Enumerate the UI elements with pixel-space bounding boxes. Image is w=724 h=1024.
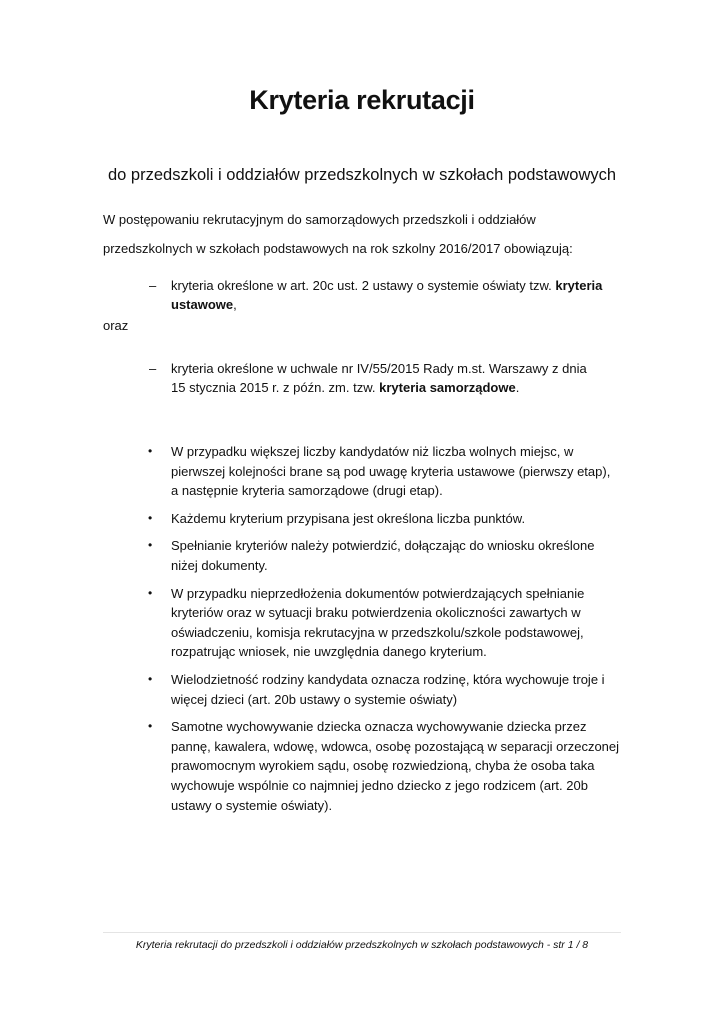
bullet-text: Samotne wychowywanie dziecka oznacza wychowywanie dziecka przez pannę, kawalera, wdowę, wdowca, osobę pozostającą w separacji orzeczonej prawomocnym wyrokiem sądu, osobę rozwiedzioną, chyba że osoba taka wychowuje wspólnie co najmniej jedno dziecko z jego rodzicem (art. 20b ustawy o systemie oświaty).	[171, 719, 620, 813]
bullet-item	[148, 509, 621, 529]
connector-text: oraz	[103, 318, 129, 333]
intro-paragraph	[103, 205, 623, 263]
document-title: Kryteria rekrutacji	[249, 85, 475, 115]
bullet-item	[148, 670, 621, 709]
bullet-item	[148, 584, 621, 662]
document-subtitle: do przedszkoli i oddziałów przedszkolnych w szkołach podstawowych	[108, 166, 617, 184]
bullet-item	[148, 717, 621, 815]
bullet-marker: •	[148, 444, 153, 458]
intro-line-1: W postępowaniu rekrutacyjnym do samorządowych przedszkoli i oddziałów	[103, 212, 536, 227]
bullet-marker: •	[148, 719, 153, 734]
bullet-marker: •	[148, 510, 153, 525]
dash-marker: –	[149, 361, 157, 376]
bullet-text: W przypadku większej liczby kandydatów niż liczba wolnych miejsc, w pierwszej kolejności brane są pod uwagę kryteria ustawowe (pierwszy etap), a następnie kryteria samorządowe (drugi etap).	[171, 444, 611, 499]
dash-item-text: 15 stycznia 2015 r. z późn. zm. tzw.	[171, 380, 380, 395]
dash-marker: –	[149, 278, 157, 293]
dash-item-line-1: kryteria określone w uchwale nr IV/55/2015 Rady m.st. Warszawy z dnia	[171, 361, 587, 376]
dash-list-item-local	[149, 359, 621, 397]
dash-item-line-2	[171, 378, 621, 397]
dash-item-bold: kryteria ustawowe	[171, 278, 603, 312]
rules-bullet-list	[148, 442, 621, 823]
bullet-text: W przypadku nieprzedłożenia dokumentów potwierdzających spełnianie kryteriów oraz w sytuacji braku potwierdzenia okoliczności zawartych w oświadczeniu, komisja rekrutacyjna w przedszkolu/szkole podstawowej, rozpatrując wniosek, nie uwzględnia danego kryterium.	[171, 585, 585, 660]
bullet-item	[148, 536, 621, 575]
page-footer: Kryteria rekrutacji do przedszkoli i oddziałów przedszkolnych w szkołach podstawowych - str 1 / 8	[135, 939, 589, 951]
footer-divider	[103, 932, 621, 933]
bullet-marker: •	[148, 671, 153, 686]
dash-list-item-statutory	[149, 276, 621, 314]
bullet-item	[148, 442, 621, 501]
bullet-marker: •	[148, 585, 153, 600]
bullet-text: Spełnianie kryteriów należy potwierdzić, dołączając do wniosku określone niżej dokumenty.	[171, 538, 595, 573]
bullet-text: Każdemu kryterium przypisana jest określona liczba punktów.	[171, 510, 526, 526]
dash-item-suffix: .	[515, 380, 520, 395]
dash-item-bold: kryteria samorządowe	[379, 380, 516, 395]
bullet-marker: •	[148, 538, 153, 553]
intro-line-2: przedszkolnych w szkołach podstawowych na rok szkolny 2016/2017 obowiązują:	[103, 241, 573, 256]
dash-item-suffix: ,	[233, 297, 237, 312]
dash-item-text: kryteria określone w art. 20c ust. 2 ustawy o systemie oświaty tzw.	[171, 278, 556, 293]
bullet-text: Wielodzietność rodziny kandydata oznacza rodzinę, która wychowuje troje i więcej dzieci (art. 20b ustawy o systemie oświaty)	[171, 671, 605, 707]
